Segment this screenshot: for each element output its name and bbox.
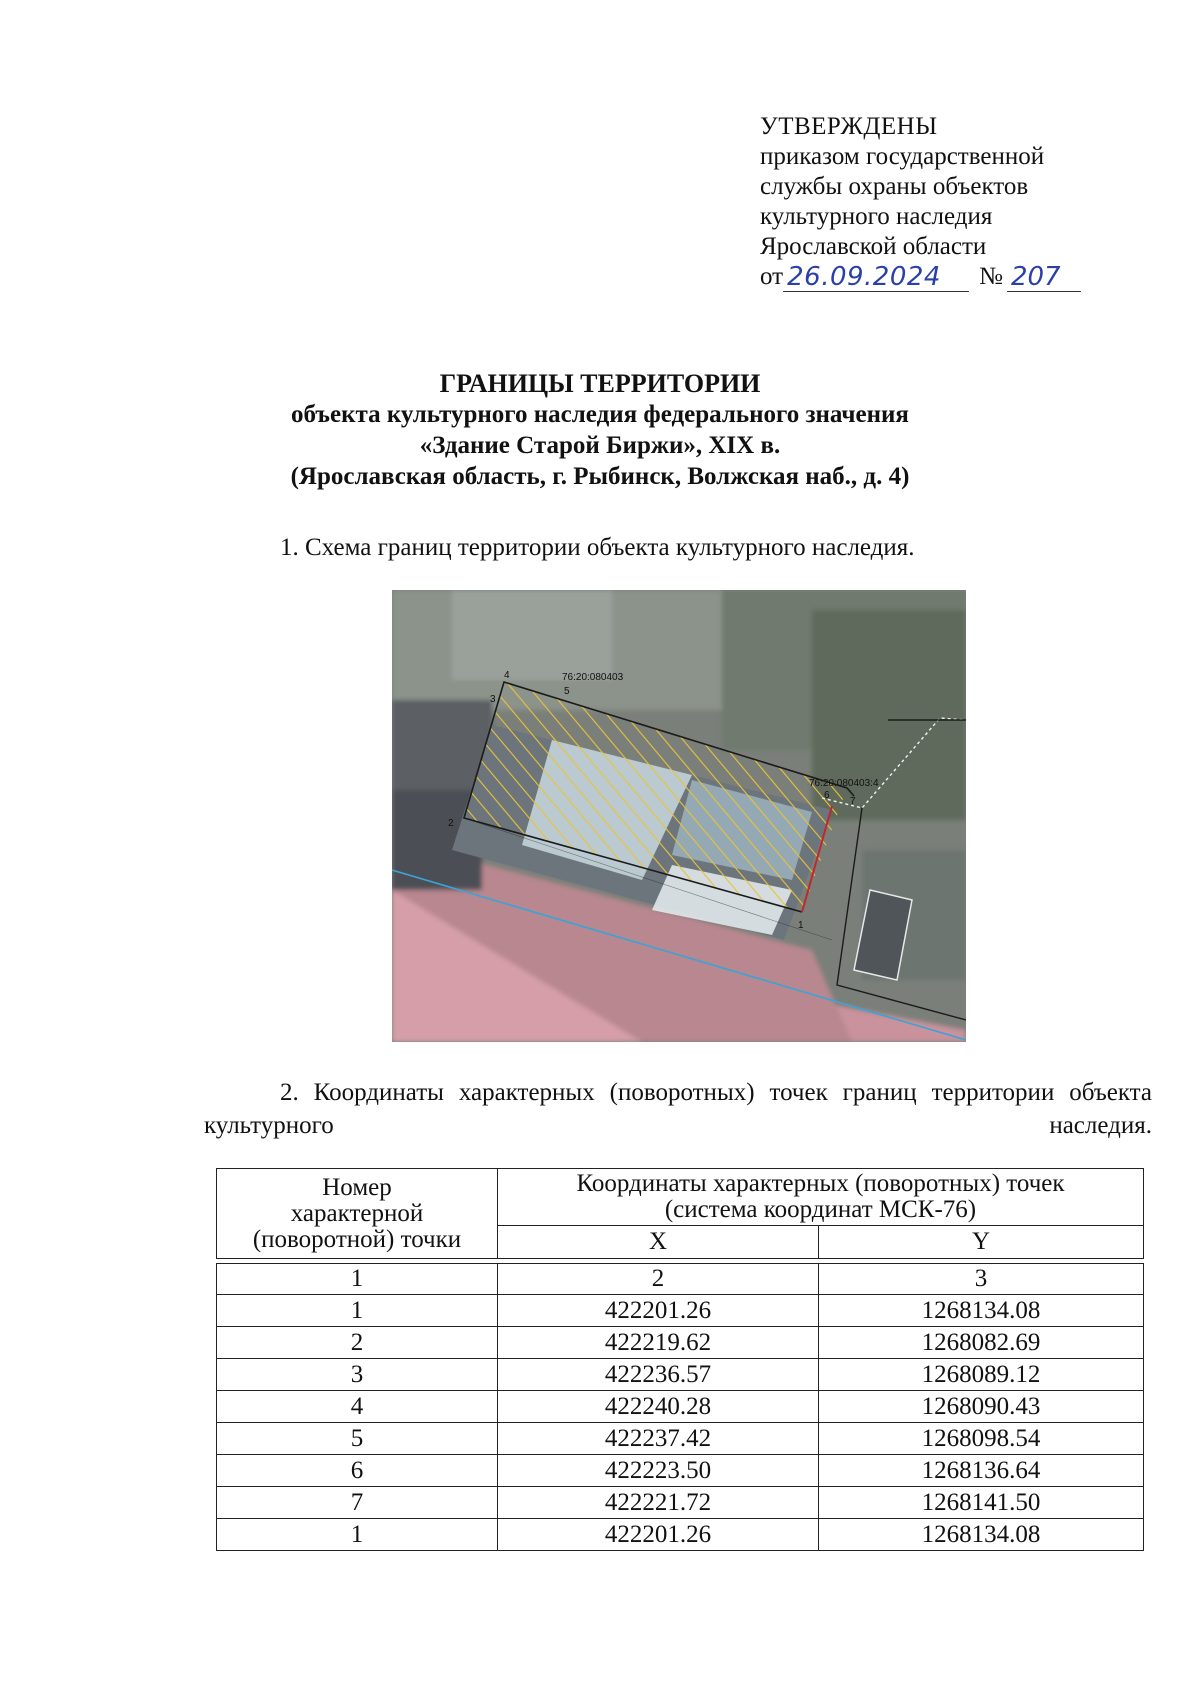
header-coords-line-2: (система координат МСК-76) bbox=[664, 1196, 977, 1223]
approval-line-2: службы охраны объектов bbox=[760, 173, 1029, 200]
cell-point: 5 bbox=[217, 1423, 498, 1455]
approval-line-4: Ярославской области bbox=[760, 233, 987, 260]
cell-y: 1268134.08 bbox=[819, 1295, 1144, 1327]
header-point-number bbox=[217, 1169, 498, 1259]
cell-point: 6 bbox=[217, 1455, 498, 1487]
table-row bbox=[217, 1295, 1144, 1327]
header-point-line-2: характерной bbox=[290, 1199, 424, 1227]
cell-x: 422221.72 bbox=[498, 1487, 819, 1519]
coordinates-table bbox=[216, 1168, 1144, 1551]
title-line-2: объекта культурного наследия федерального значения bbox=[291, 401, 909, 428]
col-number-2: 2 bbox=[498, 1264, 819, 1295]
cell-y: 1268090.43 bbox=[819, 1391, 1144, 1423]
header-coords-line-1: Координаты характерных (поворотных) точек bbox=[576, 1170, 1065, 1197]
table-row bbox=[217, 1327, 1144, 1359]
cell-y: 1268089.12 bbox=[819, 1359, 1144, 1391]
header-point-line-3: (поворотной) точки bbox=[252, 1225, 462, 1253]
cell-x: 422223.50 bbox=[498, 1455, 819, 1487]
boundary-scheme-map bbox=[392, 590, 966, 1042]
header-point-line-1: Номер bbox=[322, 1173, 392, 1201]
cell-x: 422219.62 bbox=[498, 1327, 819, 1359]
cell-point: 4 bbox=[217, 1391, 498, 1423]
point-label-2: 2 bbox=[448, 818, 454, 829]
approval-title: УТВЕРЖДЕНЫ bbox=[760, 113, 938, 140]
handwritten-number: 207 bbox=[1007, 263, 1081, 292]
point-label-6: 6 bbox=[824, 790, 830, 801]
header-y: Y bbox=[819, 1226, 1144, 1259]
cell-point: 1 bbox=[217, 1295, 498, 1327]
col-number-1: 1 bbox=[217, 1264, 498, 1295]
cell-x: 422237.42 bbox=[498, 1423, 819, 1455]
col-number-3: 3 bbox=[819, 1264, 1144, 1295]
handwritten-date: 26.09.2024 bbox=[783, 263, 969, 292]
table-row bbox=[217, 1455, 1144, 1487]
table-row bbox=[217, 1519, 1144, 1551]
table-row bbox=[217, 1487, 1144, 1519]
approval-block bbox=[760, 112, 1140, 292]
cell-point: 3 bbox=[217, 1359, 498, 1391]
approval-line-1: приказом государственной bbox=[760, 143, 1045, 170]
cell-x: 422236.57 bbox=[498, 1359, 819, 1391]
cell-point: 2 bbox=[217, 1327, 498, 1359]
cell-y: 1268098.54 bbox=[819, 1423, 1144, 1455]
point-label-7: 7 bbox=[850, 796, 856, 807]
point-label-5: 5 bbox=[564, 686, 570, 697]
parcel-label-main: 76:20:080403 bbox=[562, 672, 624, 683]
cell-y: 1268134.08 bbox=[819, 1519, 1144, 1551]
table-row bbox=[217, 1359, 1144, 1391]
cell-y: 1268136.64 bbox=[819, 1455, 1144, 1487]
point-label-1: 1 bbox=[798, 920, 804, 931]
table-row bbox=[217, 1391, 1144, 1423]
date-prefix: от bbox=[760, 263, 784, 290]
point-label-3: 3 bbox=[490, 694, 496, 705]
table-row bbox=[217, 1423, 1144, 1455]
cell-x: 422240.28 bbox=[498, 1391, 819, 1423]
scheme-svg bbox=[392, 590, 966, 1042]
title-line-1: ГРАНИЦЫ ТЕРРИТОРИИ bbox=[439, 369, 761, 398]
cell-y: 1268141.50 bbox=[819, 1487, 1144, 1519]
cell-y: 1268082.69 bbox=[819, 1327, 1144, 1359]
header-coordinates bbox=[498, 1169, 1144, 1226]
number-sign: № bbox=[979, 263, 1003, 290]
title-line-4: (Ярославская область, г. Рыбинск, Волжская наб., д. 4) bbox=[290, 463, 910, 490]
cell-x: 422201.26 bbox=[498, 1295, 819, 1327]
approval-date-line bbox=[760, 262, 1140, 292]
approval-line-3: культурного наследия bbox=[760, 203, 993, 230]
header-x: X bbox=[498, 1226, 819, 1259]
cell-point: 1 bbox=[217, 1519, 498, 1551]
title-line-3: «Здание Старой Биржи», XIX в. bbox=[419, 432, 781, 459]
document-title bbox=[200, 368, 1000, 492]
cell-x: 422201.26 bbox=[498, 1519, 819, 1551]
section-1-heading: 1. Схема границ территории объекта культурного наследия. bbox=[280, 534, 915, 561]
cell-point: 7 bbox=[217, 1487, 498, 1519]
parcel-label-adjacent: 76:20:080403:4 bbox=[809, 778, 879, 789]
point-label-4: 4 bbox=[504, 670, 510, 681]
section-2-text: 2. Координаты характерных (поворотных) точек границ территории объекта культурного наследия. bbox=[204, 1079, 1152, 1139]
